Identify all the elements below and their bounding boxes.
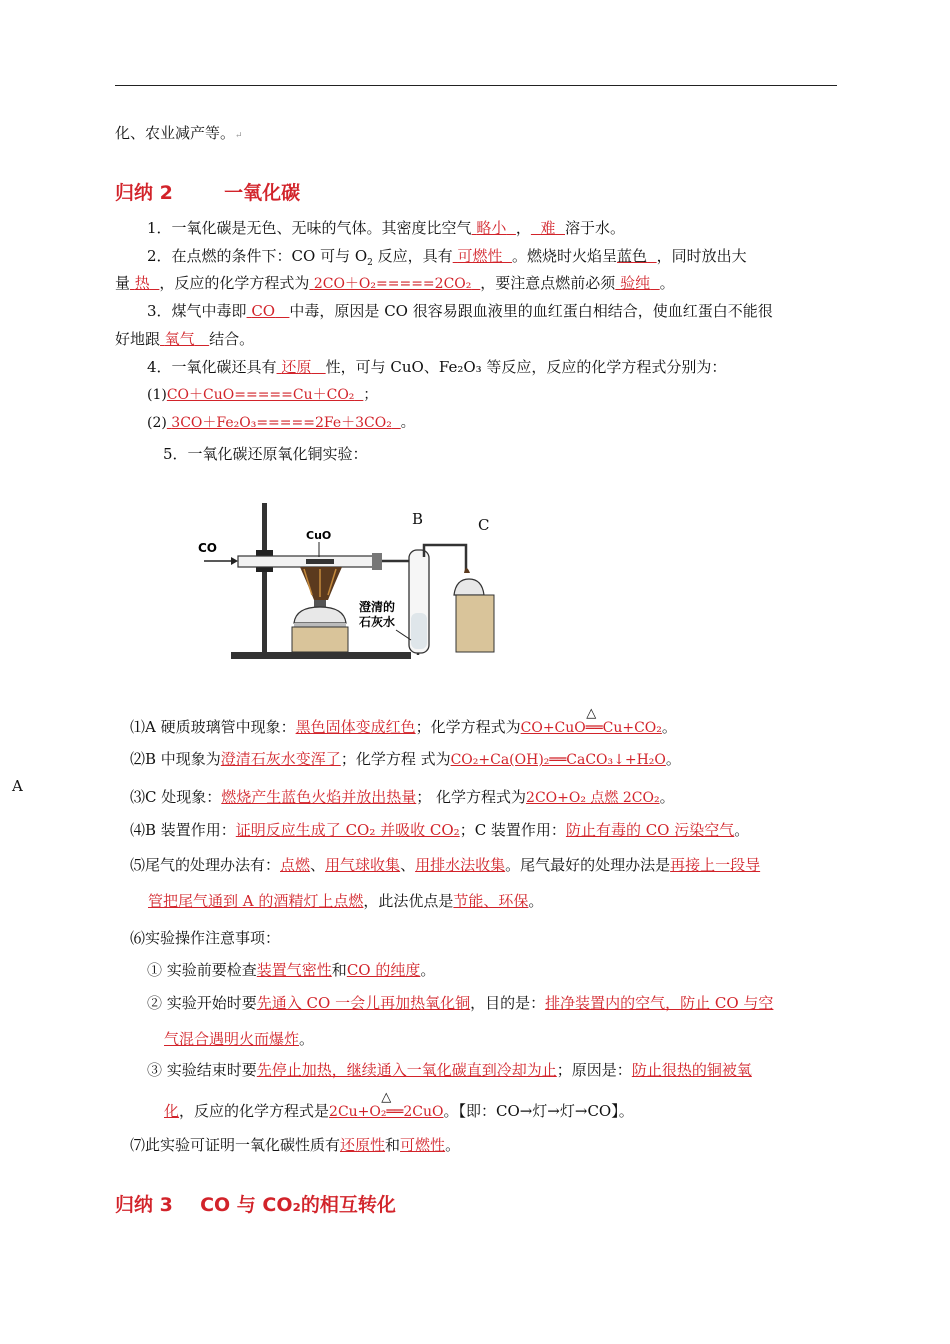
text: ； [363,387,378,403]
answer-blank: 氧气 [164,330,195,348]
heat-symbol: △ [586,706,597,721]
answer: 可燃性 [400,1136,446,1154]
text: 。 [299,1030,315,1048]
heat-symbol: △ [381,1090,392,1105]
label-c: C [478,516,490,534]
text: 、 [400,856,416,874]
text: ③ 实验结束时要 [147,1061,257,1079]
text: 溶于水。 [565,219,626,237]
answer-blank: CO＋CuO=====Cu＋CO₂ [166,387,355,403]
text: 4．一氧化碳还具有 [147,358,277,376]
text: 3．煤气中毒即 [147,302,247,320]
q2 [130,748,681,769]
text: (2) [147,415,167,431]
text: ；化学方程式为 [415,718,521,736]
answer-equation: 2Cu+O₂══2CuO △ [329,1090,444,1120]
answer-blank: 热 [134,274,150,292]
text: 反应，具有 [372,247,453,265]
text: ； 化学方程式为 [416,788,527,806]
cuo-powder [306,559,334,564]
text: 。【即：CO→灯→灯→CO】。 [443,1102,634,1120]
section3-title: 归纳 3 [115,1194,173,1216]
answer-blank: 蓝色 [617,247,648,265]
limewater-liquid [411,613,427,649]
answer: 节能、环保 [453,892,529,910]
q6-3 [147,1059,752,1080]
answer: 还原性 [340,1136,386,1154]
para-2 [147,245,747,268]
alcohol-lamp [294,607,346,623]
section3-heading [115,1190,396,1217]
answer-blank: 难 [540,219,556,237]
continuation-line: 化、农业减产等。↵ [115,124,243,142]
subscript: 2 [367,258,373,268]
wood-block-c [456,595,494,652]
answer-blank: 3CO＋Fe₂O₃=====2Fe＋3CO₂ [171,415,392,431]
tube-stopper [372,553,382,570]
text: ⑵B 中现象为 [130,750,221,768]
stand-base [231,652,411,659]
text: 。 [420,961,436,979]
alcohol-lamp-c [454,579,484,595]
text: 1．一氧化碳是无色、无味的气体。其密度比空气 [147,219,472,237]
q6: ⑹实验操作注意事项： [130,929,281,947]
text: 。 [659,274,675,292]
label-b: B [412,510,424,528]
answer: CO 的纯度 [346,961,421,979]
equation-2 [147,412,415,432]
cuo-label: CuO [306,529,332,542]
text: 。燃烧时火焰呈 [512,247,618,265]
text: ；化学方程 式为 [340,750,451,768]
q6-2 [147,992,773,1013]
co-label: CO [198,541,218,555]
text: ，此法优点是 [363,892,454,910]
answer: 先停止加热，继续通入一氧化碳直到冷却为止 [256,1061,557,1079]
answer: 黑色固体变成红色 [295,718,416,736]
answer-equation: CO+CuO══Cu+CO₂ △ [520,706,662,736]
section2-subtitle: 一氧化碳 [224,182,301,204]
q6-1 [147,959,435,980]
answer-blank: 可燃性 [457,247,503,265]
text: 。 [661,718,677,736]
text: 2．在点燃的条件下：CO 可与 O [147,247,368,265]
text: ⑸尾气的处理办法有： [130,856,281,874]
answer: 用气球收集 [325,856,401,874]
answer-blank: 略小 [476,219,507,237]
text: 和 [385,1136,401,1154]
text: 中毒，原因是 CO 很容易跟血液里的血红蛋白相结合，使血红蛋白不能很 [289,302,773,320]
q6-3b [164,1090,634,1121]
para-3 [147,300,773,321]
q3 [130,786,675,807]
answer: 澄清石灰水变浑了 [220,750,341,768]
answer: 用排水法收集 [415,856,506,874]
para-1 [147,217,625,238]
text: ⑴A 硬质玻璃管中现象： [130,718,296,736]
answer: 点燃 [280,856,311,874]
q5 [130,854,760,875]
limewater-label-1: 澄清的 [359,600,396,614]
answer: 证明反应生成了 CO₂ 并吸收 CO₂ [235,821,460,839]
text: ，要注意点燃前必须 [480,274,616,292]
answer: 装置气密性 [256,961,332,979]
para-2b [115,272,675,293]
answer: 燃烧产生蓝色火焰并放出热量 [221,788,417,806]
answer: 化 [164,1102,180,1120]
text: 好地跟 [115,330,161,348]
answer-blank: 2CO＋O₂=====2CO₂ [313,276,472,292]
text: 5．一氧化碳还原氧化铜实验： [163,445,368,463]
inlet-arrow-head [231,557,238,565]
q7 [130,1134,460,1155]
answer: 再接上一段导 [670,856,761,874]
text: ；C 装置作用： [459,821,566,839]
text: 结合。 [209,330,255,348]
answer: 先通入 CO 一会儿再加热氧化铜 [256,994,471,1012]
answer: 防止很热的铜被氧 [631,1061,752,1079]
section2-heading [115,178,300,205]
answer-blank: 验纯 [620,274,651,292]
text: 。 [528,892,544,910]
text: ⑺此实验可证明一氧化碳性质有 [130,1136,341,1154]
text: ① 实验前要检查 [147,961,257,979]
stand-rod [262,503,267,653]
text: ，反应的化学方程式为 [159,274,310,292]
answer-blank: 还原 [281,358,312,376]
answer: 气混合遇明火而爆炸 [164,1030,300,1048]
lamp-base-line [294,623,346,627]
answer-blank: CO [251,302,276,320]
co-reduction-apparatus-figure [196,495,526,665]
text: 。 [734,821,750,839]
continuation-text: 化、农业减产等。 [115,124,236,142]
text: 和 [331,961,347,979]
answer: 排净装置内的空气，防止 CO 与空 [545,994,774,1012]
answer-equation: 2CO+O₂ 点燃 2CO₂ [526,790,660,806]
para-5 [163,443,368,464]
section3-subtitle: CO 与 CO₂的相互转化 [200,1194,396,1216]
equation-1 [147,384,377,404]
q5b [148,890,543,911]
q1 [130,706,677,737]
para-3b [115,328,254,349]
text: ，目的是： [470,994,546,1012]
text: ；原因是： [556,1061,632,1079]
text: 量 [115,274,131,292]
text: 性，可与 CuO、Fe₂O₃ 等反应，反应的化学方程式分别为： [325,358,727,376]
text: (1) [147,387,167,403]
q4 [130,819,749,840]
text: 。 [659,788,675,806]
limewater-label-2: 石灰水 [359,615,396,629]
answer-equation: CO₂+Ca(OH)₂══CaCO₃↓+H₂O [450,752,666,768]
answer: 管把尾气通到 A 的酒精灯上点燃 [148,892,364,910]
text: ⑶C 处现象： [130,788,222,806]
text: ② 实验开始时要 [147,994,257,1012]
text: ，同时放出大 [656,247,747,265]
wood-block [292,627,348,652]
section2-title: 归纳 2 [115,182,173,204]
para-4 [147,356,726,377]
text: 。尾气最好的处理办法是 [505,856,671,874]
text: ，反应的化学方程式是 [179,1102,330,1120]
text: ⑷B 装置作用： [130,821,236,839]
text: 。 [665,750,681,768]
side-label-a: A [12,777,23,795]
header-rule [115,85,837,86]
text: 、 [310,856,326,874]
text: 。 [445,1136,461,1154]
text: 。 [400,415,415,431]
tube-to-c [424,545,466,573]
q6-2b [164,1028,314,1049]
answer: 防止有毒的 CO 污染空气 [565,821,735,839]
text: ， [515,219,531,237]
